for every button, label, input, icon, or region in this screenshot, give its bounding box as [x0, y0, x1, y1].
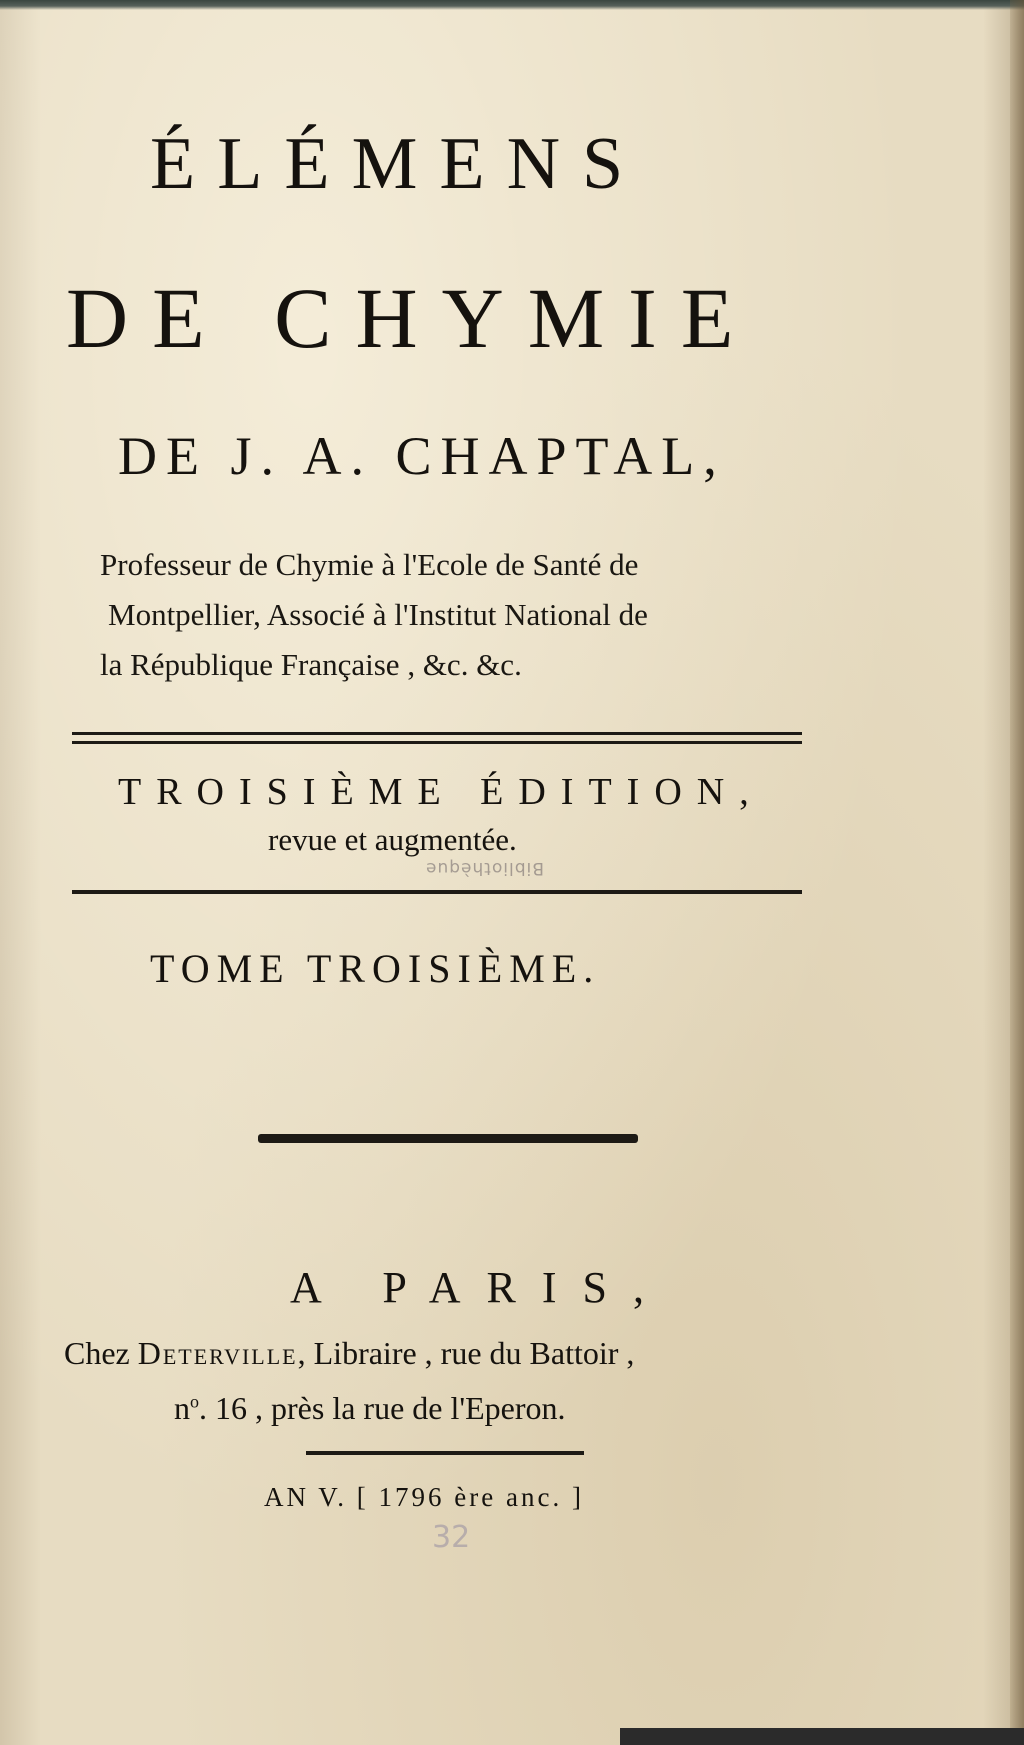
author-description-line-2: Montpellier, Associé à l'Institut National de [108, 597, 648, 632]
book-title-line-2: DE CHYMIE [66, 270, 758, 366]
book-title-line-1: ÉLÉMENS [150, 123, 646, 205]
page-right-edge [1010, 0, 1024, 1745]
double-rule-bottom [72, 741, 802, 744]
page-top-edge [0, 0, 1024, 10]
volume-label: TOME TROISIÈME. [150, 946, 601, 991]
page-bottom-edge [620, 1728, 1024, 1745]
author-description-line-1: Professeur de Chymie à l'Ecole de Santé de [100, 547, 639, 582]
address-number-prefix: n [174, 1390, 190, 1426]
author-name: DE J. A. CHAPTAL, [118, 426, 726, 486]
library-stamp: Bibliothèque [425, 858, 544, 878]
single-rule [72, 890, 802, 894]
double-rule-top [72, 732, 802, 735]
address-number-superscript: o [190, 1391, 199, 1412]
imprint-address [174, 1390, 774, 1427]
edition-label: TROISIÈME ÉDITION, [118, 771, 764, 813]
ornamental-rule [258, 1134, 638, 1143]
short-rule [306, 1451, 584, 1455]
pencil-shelf-mark: 32 [432, 1520, 471, 1555]
imprint-city: A PARIS, [290, 1263, 671, 1312]
publisher-prefix: Chez [64, 1335, 138, 1371]
imprint-publisher [64, 1335, 844, 1372]
publisher-suffix: , Libraire , rue du Battoir , [297, 1335, 635, 1371]
edition-note: revue et augmentée. [268, 822, 517, 857]
publisher-name: Deterville [137, 1335, 298, 1371]
address-rest: . 16 , près la rue de l'Eperon. [199, 1390, 566, 1426]
author-description-line-3: la République Française , &c. &c. [100, 647, 522, 682]
imprint-date: AN V. [ 1796 ère anc. ] [264, 1482, 584, 1512]
